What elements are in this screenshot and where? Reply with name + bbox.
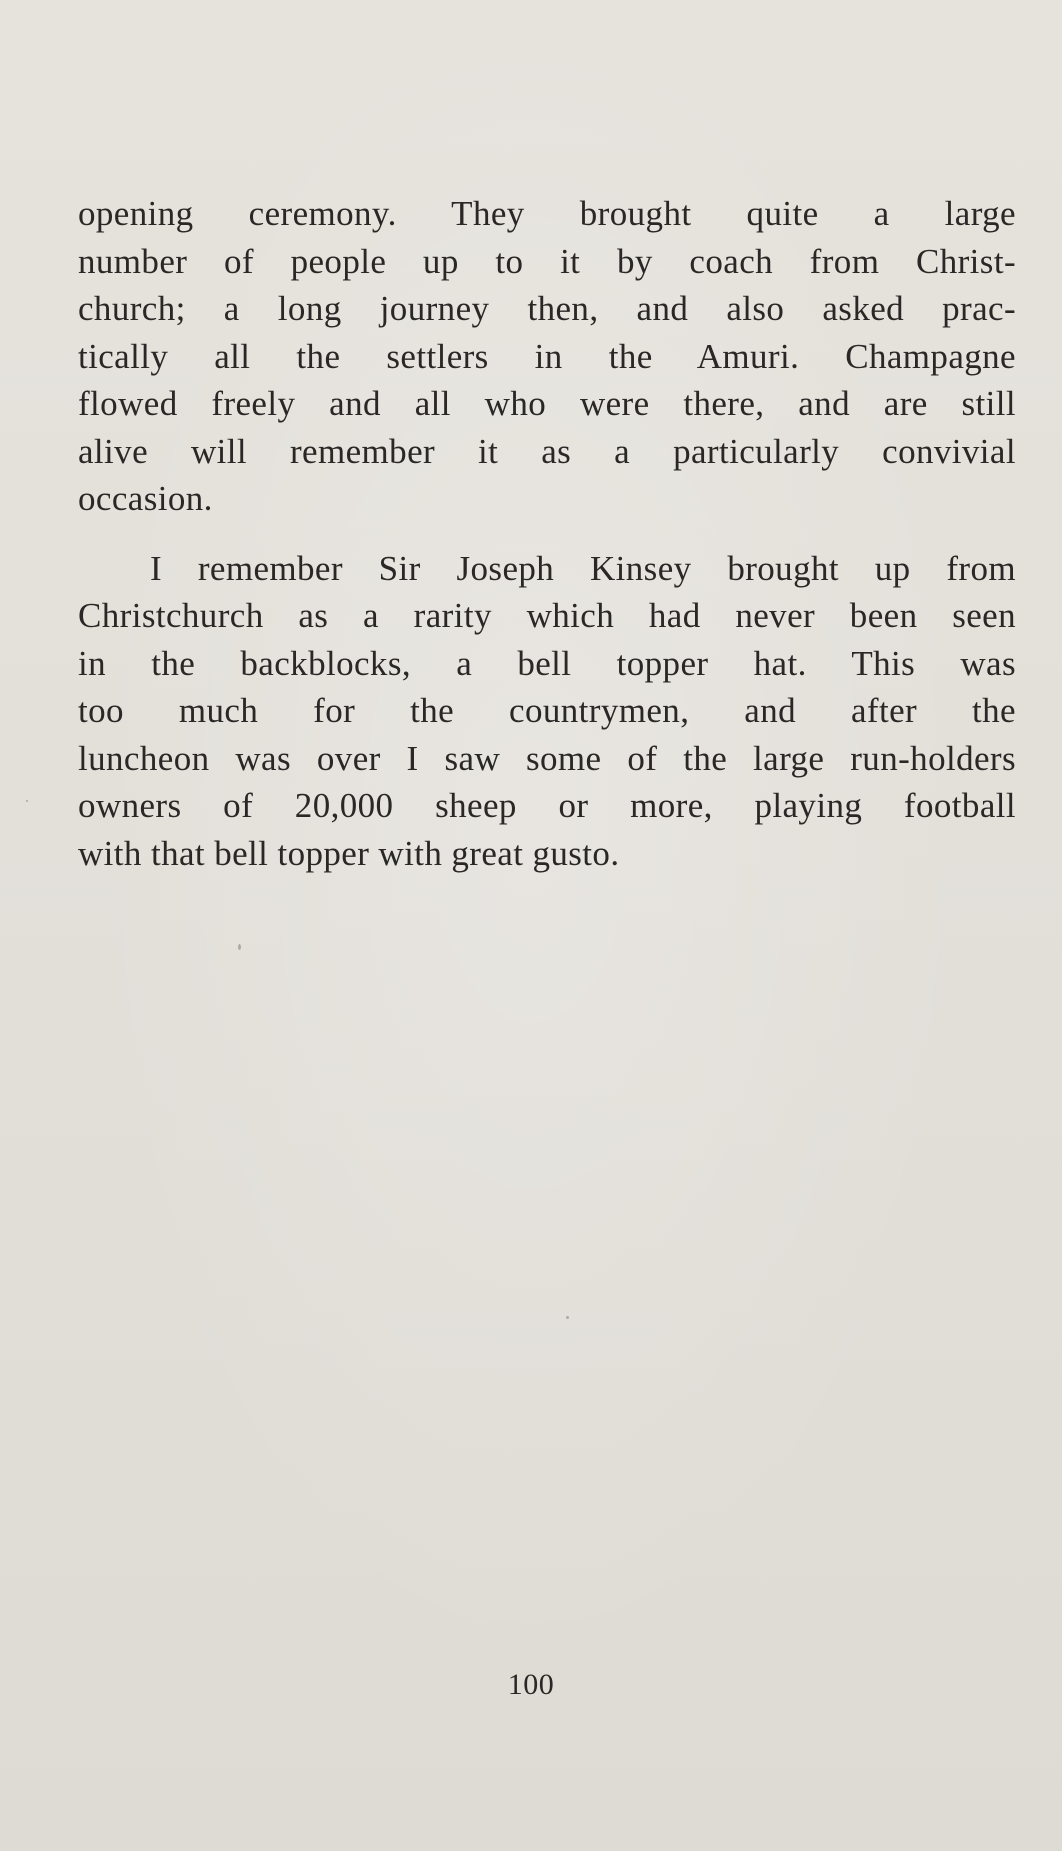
text-line: church; a long journey then, and also asked prac- — [78, 289, 1016, 328]
text-line: number of people up to it by coach from Christ- — [78, 241, 1016, 281]
text-line: too much for the countrymen, and after the — [78, 691, 1016, 730]
paragraph-gap — [78, 523, 1016, 545]
page-number: 100 — [507, 1668, 555, 1701]
text-line: flowed freely and all who were there, and are still — [78, 384, 1016, 423]
paper-speck — [566, 1316, 569, 1319]
text-line: owners of 20,000 sheep or more, playing football — [78, 786, 1016, 825]
text-line: opening ceremony. They brought quite a large — [78, 194, 1016, 233]
text-line: Christchurch as a rarity which had never been seen — [78, 596, 1016, 635]
text-line: luncheon was over I saw some of the large run-holders — [78, 738, 1016, 778]
text-line-content: I remember Sir Joseph Kinsey brought up from — [150, 548, 1016, 588]
paragraph-1 — [78, 190, 1016, 523]
text-line: with that bell topper with great gusto. — [78, 833, 620, 873]
text-line: tically all the settlers in the Amuri. Champagne — [78, 336, 1016, 376]
text-line-indented — [78, 545, 1016, 593]
text-line: in the backblocks, a bell topper hat. This was — [78, 643, 1016, 683]
body-text — [78, 190, 1016, 877]
text-line: alive will remember it as a particularly convivial — [78, 431, 1016, 471]
paragraph-2 — [78, 545, 1016, 878]
text-line: occasion. — [78, 479, 213, 518]
paper-speck — [238, 944, 241, 950]
paper-speck — [26, 800, 28, 802]
